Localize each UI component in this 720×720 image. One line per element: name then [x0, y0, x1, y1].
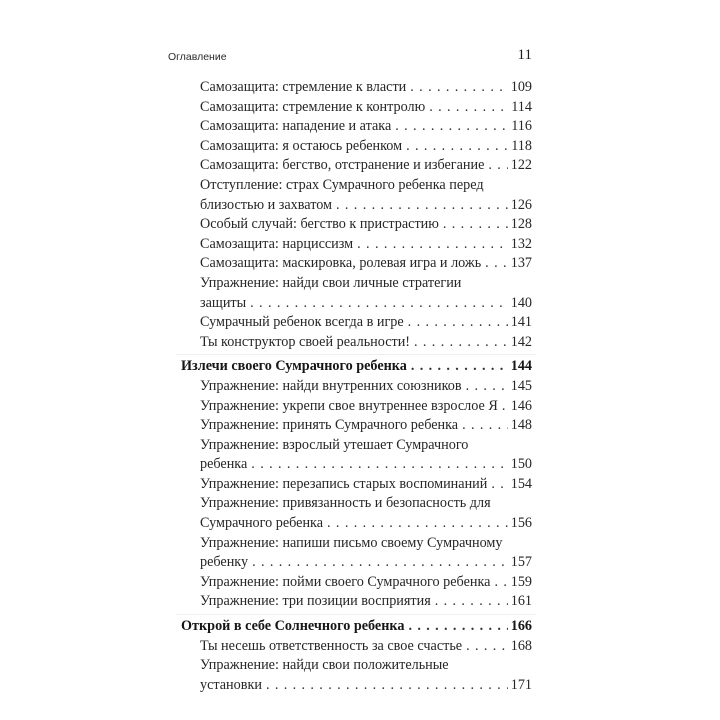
toc-entry[interactable]: Сумрачный ребенок всегда в игре . . . 141	[200, 313, 532, 333]
toc-page-number: 150	[510, 456, 532, 473]
toc-entry[interactable]: Ты несешь ответственность за свое счастье . . . 168	[200, 637, 532, 657]
page-number: 11	[517, 47, 532, 63]
dot-leader	[443, 215, 508, 235]
toc-entry-line-1[interactable]: Упражнение: напиши письмо своему Сумрачному	[200, 534, 503, 551]
toc-entry[interactable]: Ты конструктор своей реальности! . . . 142	[200, 333, 532, 353]
dot-leader	[485, 254, 508, 274]
toc-entry-line-1[interactable]: Упражнение: найди свои личные стратегии	[200, 274, 462, 291]
dot-leader	[357, 235, 508, 255]
toc-entry[interactable]: Самозащита: нарциссизм . . . 132	[200, 235, 532, 255]
toc-entry-line-2[interactable]: ребенку . . . 157	[200, 553, 532, 573]
toc-page-number: 161	[510, 593, 532, 610]
toc-page-number: 146	[510, 397, 532, 414]
toc-page-number: 126	[510, 196, 532, 213]
toc-page-number: 142	[510, 333, 532, 350]
dot-leader	[491, 475, 507, 495]
toc-entry[interactable]: Самозащита: нападение и атака . . . 116	[200, 117, 532, 137]
toc-entry[interactable]: Упражнение: найди внутренних союзников . . . 145	[200, 377, 532, 397]
toc-page-number: 118	[511, 137, 532, 154]
toc-page-number: 156	[510, 515, 532, 532]
toc-page-number: 114	[511, 98, 532, 115]
toc-entry-line-1[interactable]: Упражнение: привязанность и безопасность для	[200, 495, 491, 512]
toc-entry[interactable]: Особый случай: бегство к пристрастию . . . 128	[200, 215, 532, 235]
toc-entry[interactable]: Самозащита: маскировка, ролевая игра и ложь . . . 137	[200, 254, 532, 274]
dot-leader	[488, 156, 507, 176]
toc-page-number: 109	[510, 79, 532, 95]
dot-leader	[250, 294, 508, 314]
toc-entry-line-2[interactable]: установки . . . 171	[200, 676, 532, 696]
dot-leader	[266, 676, 508, 696]
toc-entry[interactable]: Упражнение: перезапись старых воспоминаний . . . 154	[200, 475, 532, 495]
toc-entry-line-2[interactable]: близостью и захватом . . . 126	[200, 196, 532, 216]
toc-entry-line-2[interactable]: Сумрачного ребенка . . . 156	[200, 514, 532, 534]
toc-entry-line-2[interactable]: защиты . . . 140	[200, 294, 532, 314]
dot-leader	[494, 573, 507, 593]
toc-page-number: 148	[510, 417, 532, 434]
toc-page-number: 122	[510, 157, 532, 174]
toc-entry[interactable]: Упражнение: укрепи свое внутреннее взрослое Я . . . 146	[200, 397, 532, 417]
toc-entry[interactable]: Самозащита: я остаюсь ребенком . . . 118	[200, 137, 532, 157]
toc-page-number: 140	[510, 294, 532, 311]
toc-entry[interactable]: Самозащита: стремление к контролю . . . 114	[200, 98, 532, 118]
toc-entry-line-1[interactable]: Упражнение: найди свои положительные	[200, 657, 449, 674]
toc-entry[interactable]: Самозащита: бегство, отстранение и избегание . . . 122	[200, 156, 532, 176]
toc-page-number: 141	[510, 314, 532, 331]
toc-page-number: 157	[510, 554, 532, 571]
table-of-contents	[0, 78, 720, 695]
toc-page-number: 159	[510, 573, 532, 590]
dot-leader	[336, 196, 508, 216]
toc-page-number: 145	[510, 377, 532, 394]
dot-leader	[251, 455, 507, 475]
toc-page-number: 154	[510, 475, 532, 492]
dot-leader	[414, 333, 508, 353]
toc-page-number: 128	[510, 216, 532, 233]
divider	[176, 354, 536, 355]
dot-leader	[435, 592, 508, 612]
toc-entry-line-1[interactable]: Упражнение: взрослый утешает Сумрачного	[200, 436, 469, 453]
toc-page-number: 171	[510, 676, 532, 693]
toc-chapter-heading[interactable]: Открой в себе Солнечного ребенка . . . 166	[181, 617, 532, 637]
toc-page-number: 137	[510, 255, 532, 272]
toc-entry-line-2[interactable]: ребенка . . . 150	[200, 455, 532, 475]
dot-leader	[411, 357, 508, 377]
toc-page-number: 116	[511, 118, 532, 135]
dot-leader	[466, 377, 508, 397]
divider	[176, 614, 536, 615]
toc-page-number: 132	[510, 235, 532, 252]
toc-chapter-heading[interactable]: Излечи своего Сумрачного ребенка . . . 144	[181, 357, 532, 377]
dot-leader	[462, 416, 508, 436]
dot-leader	[410, 78, 507, 98]
dot-leader	[502, 397, 508, 417]
dot-leader	[408, 617, 507, 637]
dot-leader	[395, 117, 508, 137]
dot-leader	[327, 514, 508, 534]
toc-entry-line-1[interactable]: Отступление: страх Сумрачного ребенка перед	[200, 176, 484, 193]
toc-page-number: 166	[510, 618, 532, 635]
dot-leader	[429, 98, 508, 118]
toc-entry[interactable]: Упражнение: принять Сумрачного ребенка . . . 148	[200, 416, 532, 436]
dot-leader	[408, 313, 508, 333]
dot-leader	[252, 553, 508, 573]
toc-page-number: 168	[510, 637, 532, 654]
toc-entry[interactable]: Самозащита: стремление к власти . . . 109	[200, 78, 532, 98]
toc-entry[interactable]: Упражнение: три позиции восприятия . . . 161	[200, 592, 532, 612]
dot-leader	[466, 637, 508, 657]
dot-leader	[406, 137, 508, 157]
toc-page-number: 144	[510, 358, 532, 375]
running-head: Оглавление	[168, 51, 227, 63]
toc-entry[interactable]: Упражнение: пойми своего Сумрачного ребенка . . . 159	[200, 573, 532, 593]
